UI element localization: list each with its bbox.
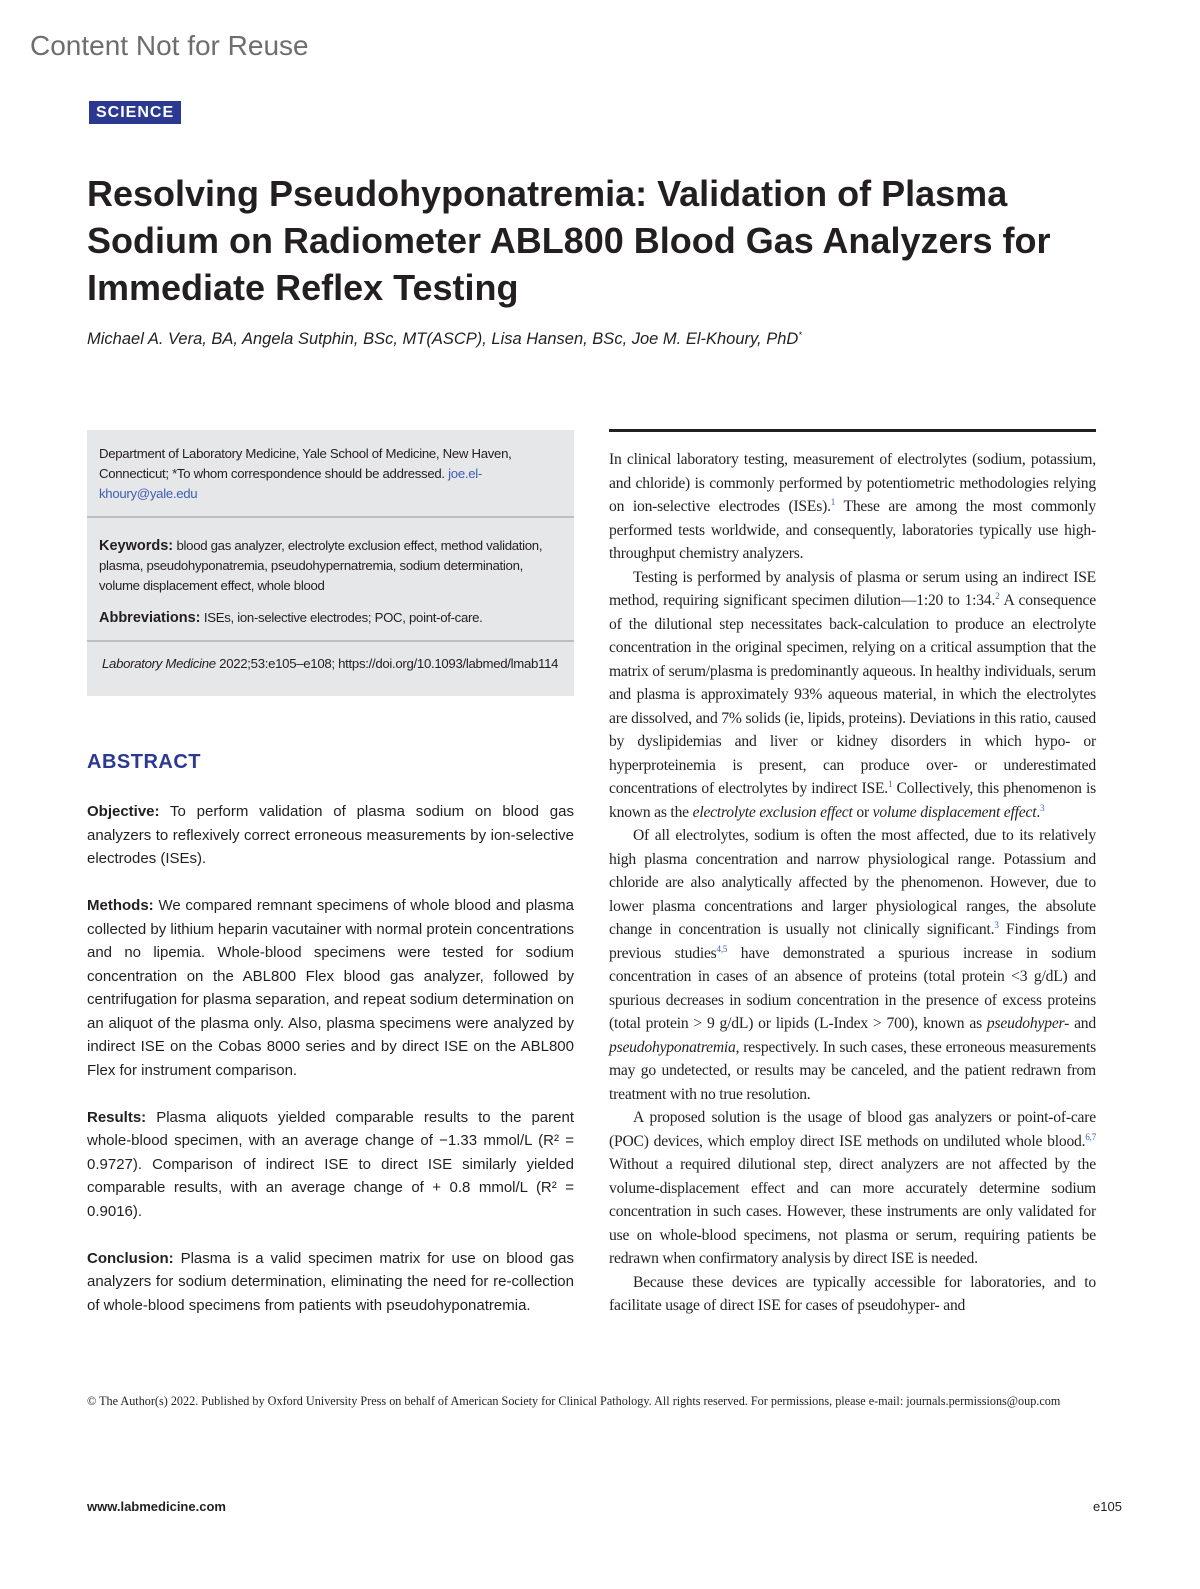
footer-url[interactable]: www.labmedicine.com (87, 1499, 226, 1514)
abstract-heading: ABSTRACT (87, 751, 201, 773)
keywords-label: Keywords: (99, 538, 174, 554)
citation-ref[interactable]: 1 (888, 779, 893, 789)
body-paragraph (609, 1106, 1096, 1271)
corresponding-mark: * (798, 330, 802, 340)
section-label: Conclusion: (87, 1249, 174, 1267)
journal-name: Laboratory Medicine (102, 656, 216, 671)
keywords (87, 518, 574, 640)
text-run: These are among the most commonly performed tests worldwide, and consequently, laboratories typically use high-throughput chemistry analyzers. (609, 498, 1096, 562)
text-run: A consequence of the dilutional step necessitates back-calculation to produce an electrolyte concentration in the original specimen, relying on a critical assumption that the matrix of serum/plasma is predominantly aqueous. In healthy individuals, serum and plasma is approximately 93% aqueous material, in which the electrolytes are dissolved, and 7% solids (ie, lipids, proteins). Deviations in this ratio, caused by dyslipidemias and liver or kidney disorders in which hypo- or hyperproteinemia is present, can produce over- or underestimated concentrations of electrolytes by indirect ISE. (609, 592, 1096, 797)
abstract-results (87, 1106, 574, 1224)
abstract-methods (87, 894, 574, 1082)
text-run: volume displacement effect (872, 803, 1037, 821)
citation-ref[interactable]: 1 (830, 497, 836, 507)
body-paragraph (609, 824, 1096, 1106)
text-run: Testing is performed by analysis of plasma or serum using an indirect ISE method, requiring significant specimen dilution—1:20 to 1:34. (609, 568, 1096, 609)
section-text: Plasma aliquots yielded comparable results to the parent whole-blood specimen, with an average change of −1.33 mmol/L (R² = 0.9727). Comparison of indirect ISE to direct ISE similarly yielded comparable results, with an average change of + 0.8 mmol/L (R² = 0.9016). (87, 1108, 574, 1220)
text-run: pseudohyper- (986, 1015, 1070, 1032)
text-run: or (852, 803, 873, 821)
text-run: electrolyte exclusion effect (692, 803, 853, 821)
section-text: We compared remnant specimens of whole blood and plasma collected by lithium heparin vacutainer with normal protein concentrations and no lipemia. Whole-blood specimens were tested for sodium concentration on the ABL800 Flex blood gas analyzer, followed by centrifugation for plasma separation, and repeat sodium determination on an aliquot of the plasma only. Also, plasma specimens were analyzed by indirect ISE on the Cobas 8000 series and by direct ISE on the ABL800 Flex for instrument comparison. (87, 897, 574, 1079)
article-info-box (87, 430, 574, 696)
section-label: Methods: (87, 897, 154, 914)
text-run: . (1036, 803, 1041, 821)
text-run: and (1069, 1015, 1096, 1032)
citation-ref[interactable]: 6,7 (1085, 1131, 1096, 1142)
abstract-objective (87, 800, 574, 871)
article-title: Resolving Pseudohyponatremia: Validation of Plasma Sodium on Radiometer ABL800 Blood Gas Analyzers for Immediate Reflex Testing (87, 173, 1051, 308)
body-paragraph (609, 566, 1096, 825)
affiliation (87, 430, 574, 516)
text-run: Of all electrolytes, sodium is often the most affected, due to its relatively high plasma concentration and narrow physiological range. Potassium and chloride are also analytically affected by the phenomenon. However, due to lower plasma concentrations and larger physiological ranges, the absolute change in concentration is usually not clinically significant. (609, 827, 1096, 938)
watermark: Content Not for Reuse (30, 30, 309, 61)
citation-ref[interactable]: 4,5 (716, 943, 728, 954)
body-paragraph (609, 1271, 1096, 1318)
copyright-notice: © The Author(s) 2022. Published by Oxford University Press on behalf of American Society for Clinical Pathology. All rights reserved. For permissions, please e-mail: journals.permissions@oup.com (87, 1394, 1061, 1408)
author-list (87, 330, 802, 349)
affiliation-text: Department of Laboratory Medicine, Yale School of Medicine, New Haven, Connecticut; *To whom correspondence should be addressed. (99, 446, 512, 481)
section-label: Objective: (87, 803, 160, 820)
text-run: , respectively. In such cases, these erroneous measurements may go undetected, or results may be canceled, and the patient redrawn from treatment with no true resolution. (609, 1038, 1096, 1103)
citation (87, 642, 574, 686)
text-run: Without a required dilutional step, direct analyzers are not affected by the volume-displacement effect and can more accurately determine sodium concentration in such cases. However, these instruments are only validated for use on whole-blood specimens, not plasma or serum, requiring patients be redrawn when confirmatory analysis by direct ISE is needed. (609, 1156, 1096, 1267)
section-label: Results: (87, 1108, 147, 1126)
text-run: have demonstrated a spurious increase in sodium concentration in cases of an absence of proteins (total protein <3 g/dL) and spurious decreases in sodium concentration in the presence of excess proteins (total protein > 9 g/dL) or lipids (L-Index > 700), known as (609, 944, 1097, 1032)
text-run: In clinical laboratory testing, measurement of electrolytes (sodium, potassium, and chloride) is commonly performed by potentiometric methodologies relying on ion-selective electrodes (ISEs). (609, 451, 1096, 515)
body-text (609, 448, 1096, 1318)
citation-ref[interactable]: 3 (1040, 802, 1045, 813)
section-badge: SCIENCE (89, 101, 181, 124)
abbreviations-text: ISEs, ion-selective electrodes; POC, point-of-care. (203, 610, 483, 625)
text-run: pseudohyponatremia (609, 1038, 736, 1056)
citation-ref[interactable]: 3 (994, 920, 999, 930)
section-text: To perform validation of plasma sodium on blood gas analyzers to reflexively correct erroneous measurements by ion-selective electrodes (ISEs). (87, 803, 574, 867)
page-number: e105 (1093, 1499, 1122, 1514)
section-text: Plasma is a valid specimen matrix for use on blood gas analyzers for sodium determination, eliminating the need for re-collection of whole-blood specimens from patients with pseudohyponatremia. (87, 1249, 575, 1314)
abstract-conclusion (87, 1247, 574, 1318)
citation-text[interactable]: 2022;53:e105–e108; https://doi.org/10.1093/labmed/lmab114 (219, 656, 559, 671)
abbreviations-label: Abbreviations: (99, 610, 201, 626)
authors: Michael A. Vera, BA, Angela Sutphin, BSc, MT(ASCP), Lisa Hansen, BSc, Joe M. El-Khoury, PhD (87, 330, 799, 348)
keywords-text: blood gas analyzer, electrolyte exclusion effect, method validation, plasma, pseudohyponatremia, pseudohypernatremia, sodium determination, volume displacement effect, whole blood (99, 538, 543, 593)
text-run: Because these devices are typically accessible for laboratories, and to facilitate usage of direct ISE for cases of pseudohyper- and (609, 1273, 1096, 1314)
text-run: A proposed solution is the usage of blood gas analyzers or point-of-care (POC) devices, which employ direct ISE methods on undiluted whole blood. (609, 1109, 1096, 1150)
text-run: Findings from previous studies (609, 921, 1096, 962)
text-run: Collectively, this phenomenon is known as the (609, 780, 1097, 821)
citation-ref[interactable]: 2 (995, 591, 1000, 601)
email-link[interactable]: joe.el-khoury@yale.edu (99, 466, 482, 501)
body-paragraph (609, 448, 1096, 566)
column-rule (609, 429, 1096, 432)
abstract (87, 800, 574, 1341)
